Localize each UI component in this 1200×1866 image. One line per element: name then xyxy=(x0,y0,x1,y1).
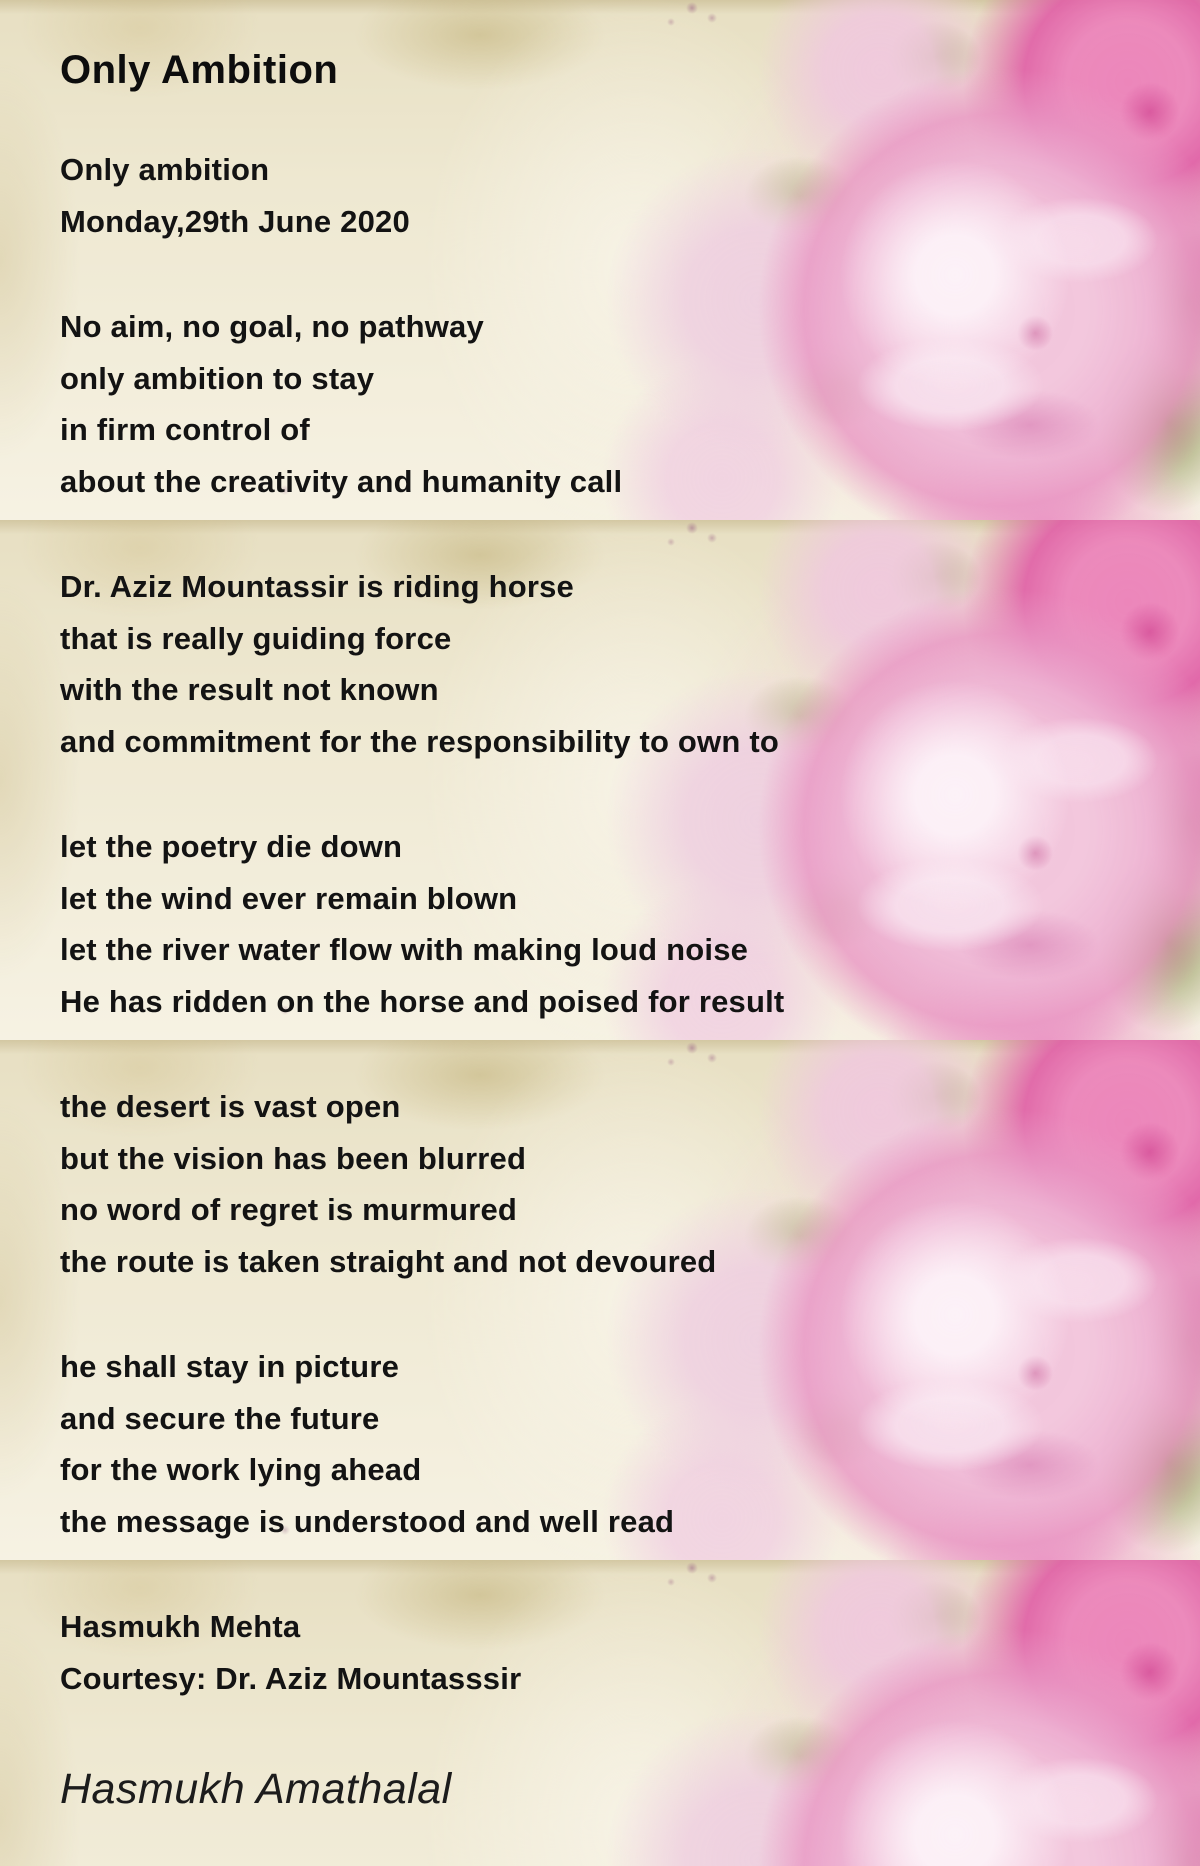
poem-line: let the river water flow with making loud noise xyxy=(60,932,749,967)
poem-stanza xyxy=(60,1341,880,1547)
poem xyxy=(60,0,880,1816)
poem-line: Only ambition xyxy=(60,152,270,187)
poem-line: the route is taken straight and not devoured xyxy=(60,1243,717,1279)
poem-line: he shall stay in picture xyxy=(60,1349,400,1384)
poem-stanzas xyxy=(60,144,880,1704)
poem-line: Hasmukh Mehta xyxy=(60,1609,301,1644)
poem-line: that is really guiding force xyxy=(60,620,452,656)
poem-line: the message is understood and well read xyxy=(60,1503,675,1539)
poem-stanza xyxy=(60,301,880,507)
poem-line: Courtesy: Dr. Aziz Mountasssir xyxy=(60,1660,522,1696)
poem-line: let the poetry die down xyxy=(60,829,403,864)
poet-signature: Hasmukh Amathalal xyxy=(60,1765,452,1813)
poem-line: No aim, no goal, no pathway xyxy=(60,309,484,344)
poem-line: Monday,29th June 2020 xyxy=(60,203,410,239)
poem-line: the desert is vast open xyxy=(60,1089,401,1124)
poem-stanza xyxy=(60,144,880,247)
poem-line: for the work lying ahead xyxy=(60,1452,422,1487)
poem-line: only ambition to stay xyxy=(60,360,375,396)
poem-line: and commitment for the responsibility to own to xyxy=(60,723,779,759)
poem-line: with the result not known xyxy=(60,672,439,707)
poem-title: Only Ambition xyxy=(60,48,339,92)
poem-line: in firm control of xyxy=(60,412,310,447)
poem-stanza xyxy=(60,561,880,767)
poem-stanza xyxy=(60,1081,880,1287)
poem-line: no word of regret is murmured xyxy=(60,1192,518,1227)
poem-line: Dr. Aziz Mountassir is riding horse xyxy=(60,569,574,604)
poem-line: about the creativity and humanity call xyxy=(60,463,623,499)
poem-stanza xyxy=(60,821,880,1027)
poem-line: let the wind ever remain blown xyxy=(60,880,518,916)
poem-line: and secure the future xyxy=(60,1400,380,1436)
poem-line: He has ridden on the horse and poised for result xyxy=(60,983,785,1019)
poem-line: but the vision has been blurred xyxy=(60,1140,527,1176)
poem-stanza xyxy=(60,1601,880,1704)
